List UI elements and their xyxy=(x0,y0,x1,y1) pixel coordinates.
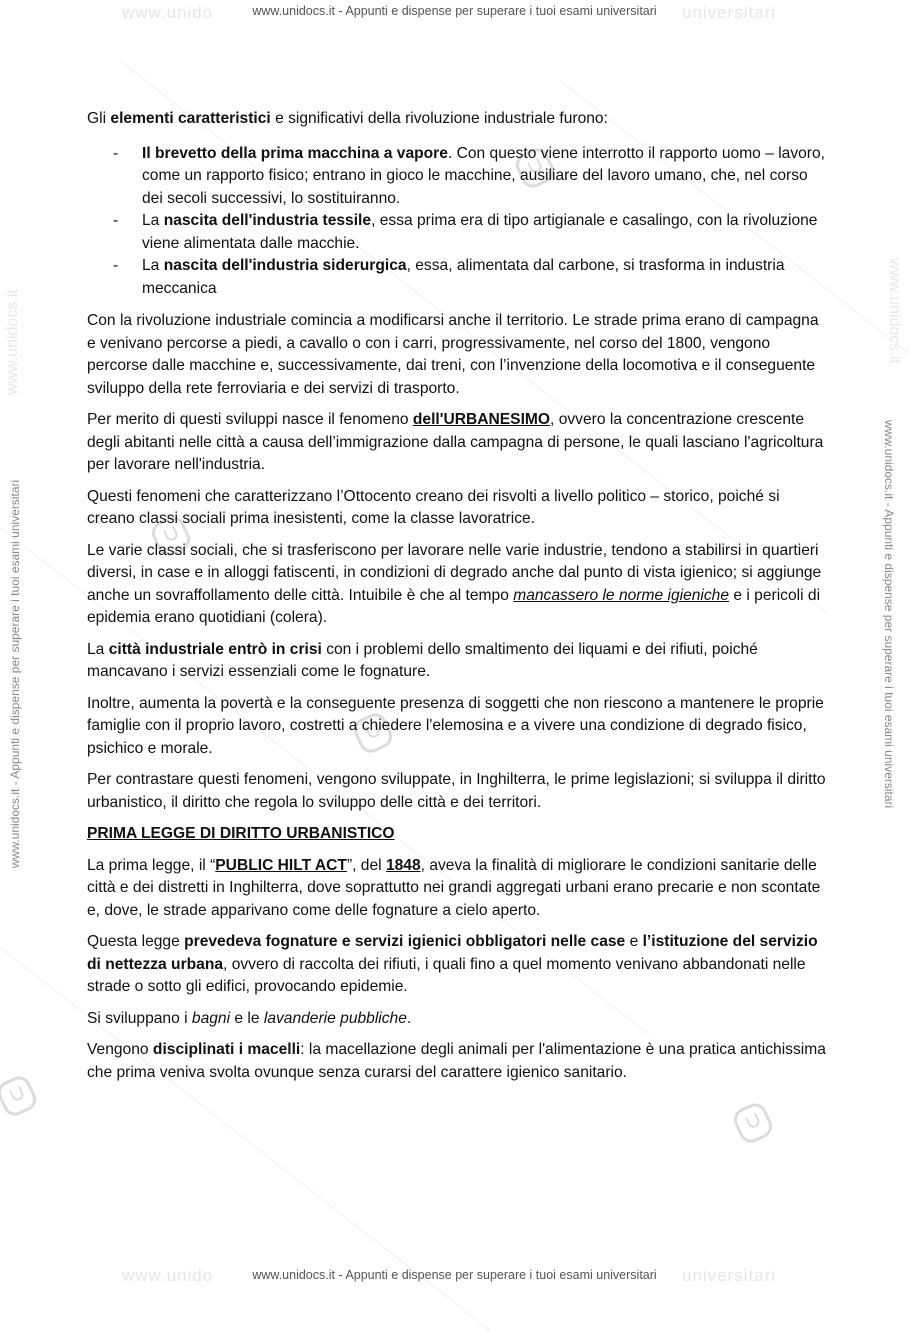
paragraph-public-act: La prima legge, il “PUBLIC HILT ACT”, del 1848, aveva la finalità di migliorare le condizioni sanitarie delle città e dei distretti in Inghilterra, dove soprattutto nei grandi aggregati urbani erano precarie e non scontate e, dove, le strade apparivano come delle fognature a cielo aperto. xyxy=(87,856,821,919)
unidocs-logo-icon xyxy=(730,1100,776,1147)
paragraph-fognature: Questa legge prevedeva fognature e servizi igienici obbligatori nelle case e l’istituzione del servizio di nettezza urbana, ovvero di raccolta dei rifiuti, i quali fino a quel momento venivano abbandonati nelle strade o sotto gli edifici, provocando epidemie. xyxy=(87,933,818,995)
list-item: - Il brevetto della prima macchina a vapore. Con questo viene interrotto il rapporto uomo – lavoro, come un rapporto fisico; entrano in gioco le macchine, ausiliare del lavoro umano, che, nel corso dei secoli successivi, lo sostituiranno. xyxy=(87,143,827,211)
paragraph-legislazioni: Per contrastare questi fenomeni, vengono sviluppate, in Inghilterra, le prime legislazioni; si sviluppa il diritto urbanistico, il diritto che regola lo sviluppo delle città e dei territori. xyxy=(87,771,826,811)
list-item: - La nascita dell'industria tessile, essa prima era di tipo artigianale e casalingo, con la rivoluzione viene alimentata dalle macchie. xyxy=(87,210,827,255)
section-heading: PRIMA LEGGE DI DIRITTO URBANISTICO xyxy=(87,825,395,842)
ghost-watermark-left: www.unido xyxy=(122,1266,214,1285)
paragraph-crisi: La città industriale entrò in crisi con i problemi dello smaltimento dei liquami e dei rifiuti, poiché mancavano i servizi essenziali come le fognature. xyxy=(87,640,758,680)
paragraph-classi-sociali: Le varie classi sociali, che si trasferiscono per lavorare nelle varie industrie, tendono a stabilirsi in quartieri diversi, in case e in alloggi fatiscenti, in condizioni di degrado anche dal punto di vista igienico; si aggiunge anche un sovraffollamento delle città. Intuibile è che al tempo mancassero le norme igieniche e i pericoli di epidemia erano quotidiani (colera). xyxy=(87,541,822,626)
document-body xyxy=(87,108,827,1093)
right-watermark: www.unidocs.it - Appunti e dispense per superare i tuoi esami universitari xyxy=(882,420,896,809)
paragraph-urbanesimo: Per merito di questi sviluppi nasce il fenomeno dell'URBANESIMO, ovvero la concentrazione crescente degli abitanti nelle città a causa dell’immigrazione dalla campagna di persone, le quali lasciano l'agricoltura per lavorare nell'industria. xyxy=(87,411,824,473)
ghost-watermark-left: www.unido xyxy=(122,3,214,22)
ghost-watermark-right: universitari xyxy=(682,3,777,22)
paragraph-poverta: Inoltre, aumenta la povertà e la conseguente presenza di soggetti che non riescono a mantenere le proprie famiglie con il proprio lavoro, costretti a chiedere l'elemosina e a vivere una condizione di degrado fisico, psichico e morale. xyxy=(87,694,824,757)
footer-watermark: www.unidocs.it - Appunti e dispense per superare i tuoi esami universitari xyxy=(252,1268,657,1282)
left-watermark: www.unidocs.it - Appunti e dispense per superare i tuoi esami universitari xyxy=(8,479,22,868)
unidocs-logo-icon xyxy=(0,1073,40,1120)
ghost-watermark-side: www.unidocs.it xyxy=(886,258,903,364)
paragraph-territory: Con la rivoluzione industriale comincia a modificarsi anche il territorio. Le strade prima erano di campagna e venivano percorse a piedi, a cavallo o con i carri, progressivamente, nel corso del 1800, vengono percorse dalle macchine e, successivamente, dai treni, con l’invenzione della locomotiva e il conseguente sviluppo della rete ferroviaria e dei servizi di trasporto. xyxy=(87,312,819,397)
list-item: - La nascita dell'industria siderurgica, essa, alimentata dal carbone, si trasforma in industria meccanica xyxy=(87,255,827,300)
header-watermark: www.unidocs.it - Appunti e dispense per superare i tuoi esami universitari xyxy=(252,4,657,18)
ghost-watermark-right: universitari xyxy=(682,1266,777,1285)
paragraph-macelli: Vengono disciplinati i macelli: la macellazione degli animali per l'alimentazione è una pratica antichissima che prima veniva svolta ovunque senza curarsi del carattere igienico sanitario. xyxy=(87,1041,826,1081)
intro-paragraph: Gli elementi caratteristici e significativi della rivoluzione industriale furono: xyxy=(87,110,608,127)
elements-list xyxy=(87,143,827,301)
paragraph-ottocento: Questi fenomeni che caratterizzano l’Ottocento creano dei risvolti a livello politico – storico, poiché si creano classi sociali prima inesistenti, come la classe lavoratrice. xyxy=(87,487,780,527)
paragraph-bagni: Si sviluppano i bagni e le lavanderie pubbliche. xyxy=(87,1009,412,1027)
ghost-watermark-side: www.unidocs.it xyxy=(4,289,21,395)
